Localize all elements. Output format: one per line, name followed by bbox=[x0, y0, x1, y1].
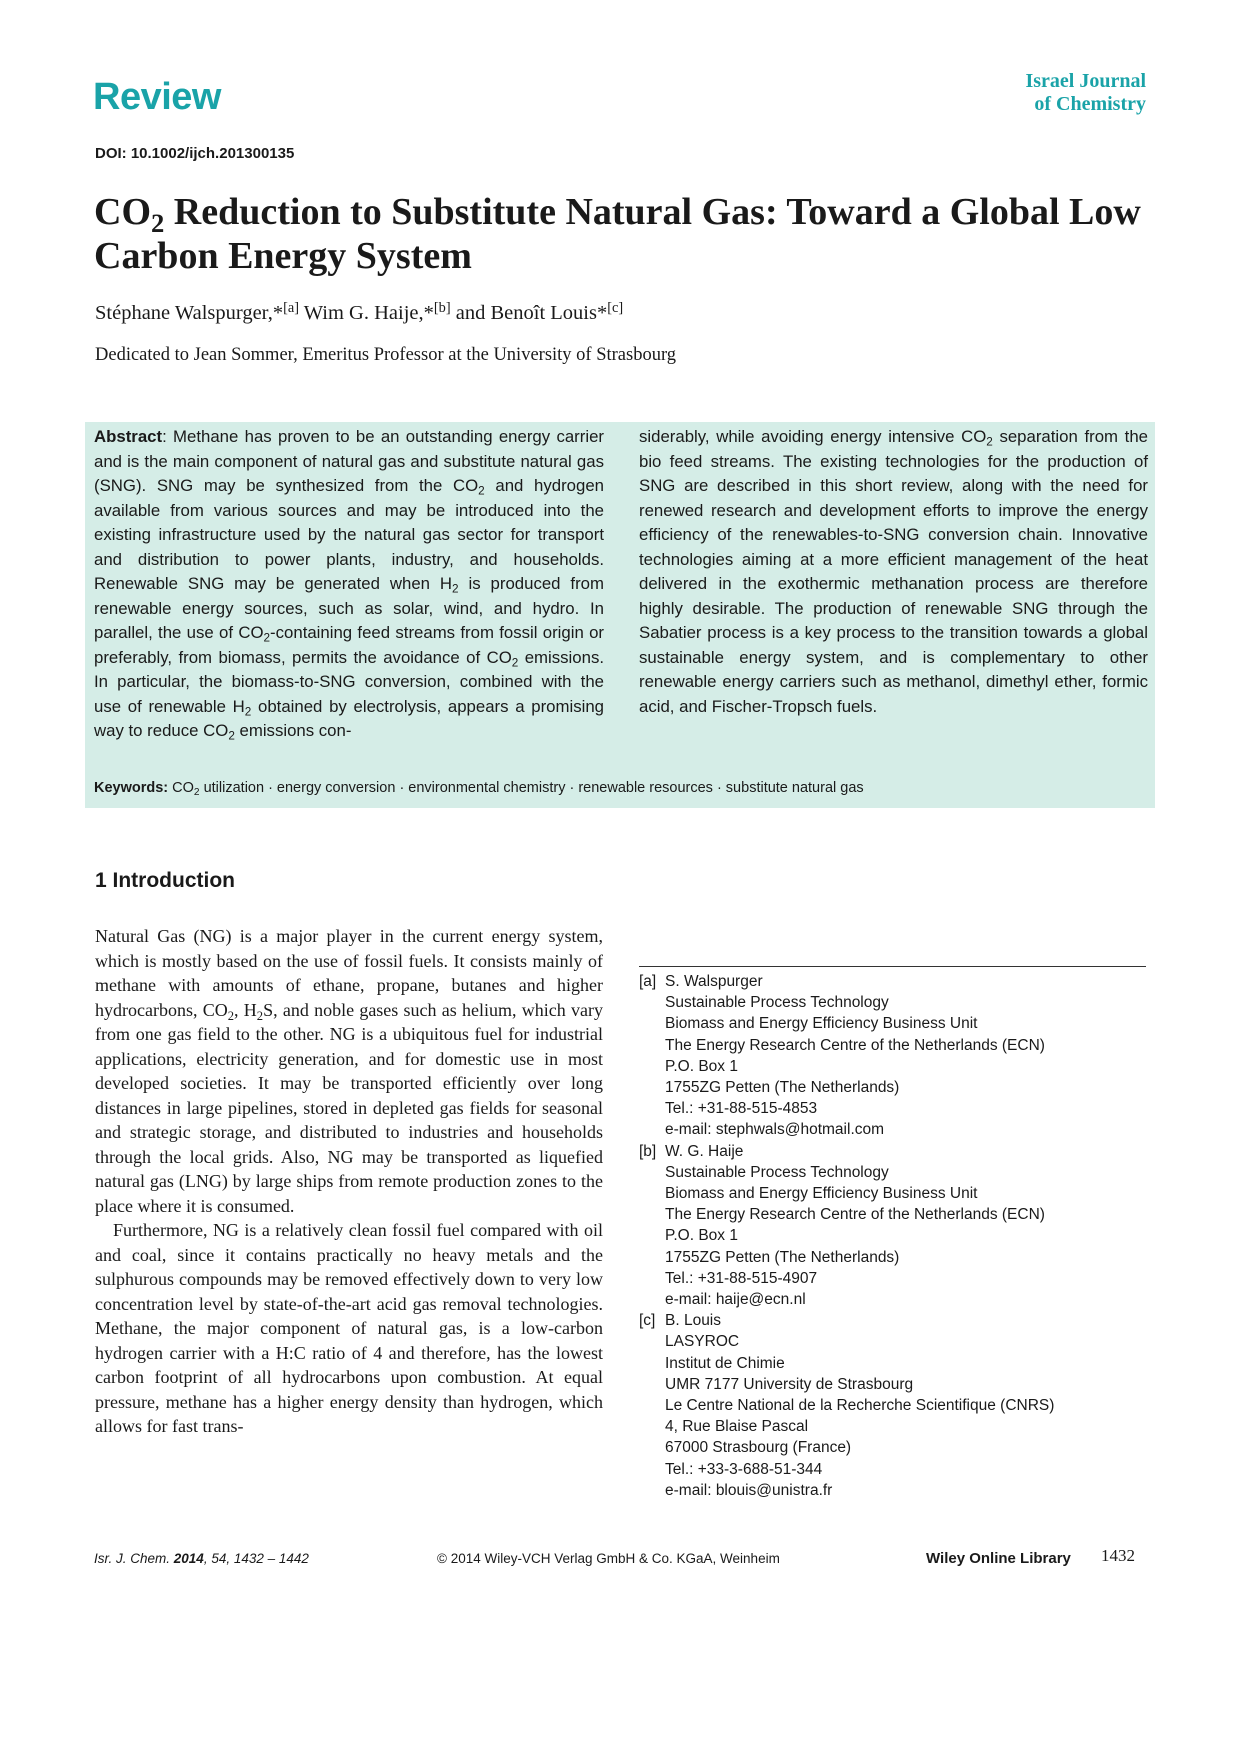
affiliation-line: P.O. Box 1 bbox=[665, 1057, 738, 1075]
title-co: CO bbox=[94, 191, 151, 233]
title-subscript: 2 bbox=[151, 207, 165, 238]
author-name: Wim G. Haije,* bbox=[303, 302, 434, 324]
introduction-paragraph: Furthermore, NG is a relatively clean fossil fuel compared with oil and coal, since it contains practically no heavy metals and the sulphurous compounds may be removed effectively down to very low concentration level by state-of-the-art acid gas removal technologies. Methane, the major component of natural gas, is a low-carbon hydrogen carrier with a H:C ratio of 4 and therefore, has the lowest carbon footprint of all hydrocarbons upon combustion. At equal pressure, methane has a higher energy density than hydrogen, which allows for fast trans- bbox=[95, 1220, 603, 1436]
author-affiliation-mark: [c] bbox=[607, 299, 624, 316]
footer-citation bbox=[94, 1551, 309, 1566]
affiliation-tag: [b] bbox=[639, 1142, 657, 1160]
affiliation-line: 67000 Strasbourg (France) bbox=[665, 1439, 852, 1457]
keywords bbox=[94, 780, 1144, 799]
author-name: Benoît Louis* bbox=[490, 302, 608, 324]
affiliation-line: 1755ZG Petten (The Netherlands) bbox=[665, 1079, 900, 1097]
affiliation-line: Sustainable Process Technology bbox=[665, 1163, 889, 1181]
affiliation-line: The Energy Research Centre of the Netherlands (ECN) bbox=[665, 1206, 1045, 1224]
footer-cite-journal: Isr. J. Chem. bbox=[94, 1551, 174, 1566]
wiley-online-library-link[interactable]: Wiley Online Library bbox=[926, 1550, 1071, 1567]
footer-cite-year: 2014 bbox=[173, 1551, 204, 1566]
doi[interactable]: DOI: 10.1002/ijch.201300135 bbox=[95, 145, 295, 162]
affiliation-email[interactable]: e-mail: blouis@unistra.fr bbox=[665, 1481, 833, 1499]
affiliation-line: Tel.: +31-88-515-4853 bbox=[665, 1100, 818, 1118]
affiliation-line: S. Walspurger bbox=[665, 973, 763, 990]
affiliation-tag: [a] bbox=[639, 973, 657, 990]
affiliation-line: Institut de Chimie bbox=[665, 1354, 785, 1372]
affiliations bbox=[639, 971, 1149, 1501]
abstract-text-left: : Methane has proven to be an outstanding energy carrier and is the main component of natural gas and substitute natural gas (SNG). SNG may be synthesized from the $CO_2$ and hydrogen available from various sources and may be introduced into the existing infrastructure used by the natural gas sector for transport and distribution to power plants, industry, and households. Renewable SNG may be generated when $H_2$ is produced from renewable energy sources, such as solar, wind, and hydro. In parallel, the use of $CO_2$-containing feed streams from fossil origin or preferably, from biomass, permits the avoidance of $CO_2$ emissions. In particular, the biomass-to-SNG conversion, combined with the use of renewable $H_2$ obtained by electrolysis, appears a promising way to reduce $CO_2$ emissions con- bbox=[94, 427, 605, 743]
affiliation-line: Tel.: +31-88-515-4907 bbox=[665, 1269, 818, 1287]
author-affiliation-mark: [b] bbox=[433, 299, 451, 316]
abstract-text-right: siderably, while avoiding energy intensive $CO_2$ separation from the bio feed streams. The existing technologies for the production of SNG are described in this short review, along with the need for renewed research and development efforts to improve the energy efficiency of the renewables-to-SNG conversion chain. Innovative technologies aiming at a more efficient management of the heat delivered in the exothermic methanation process are therefore highly desirable. The production of renewable SNG through the Sabatier process is a key process to the transition towards a global sustainable energy system, and is complementary to other renewable energy carriers such as methanol, dimethyl ether, formic acid, and Fischer-Tropsch fuels. bbox=[639, 427, 1148, 716]
journal-name-line2: of Chemistry bbox=[1034, 93, 1146, 115]
author-name: Stéphane Walspurger,* bbox=[95, 302, 284, 324]
affiliation-line: 4, Rue Blaise Pascal bbox=[665, 1418, 809, 1436]
introduction-body bbox=[95, 924, 603, 1439]
affiliation-line: 1755ZG Petten (The Netherlands) bbox=[665, 1248, 900, 1266]
affiliation-line: Tel.: +33-3-688-51-344 bbox=[665, 1460, 823, 1478]
affiliation-line: Biomass and Energy Efficiency Business Unit bbox=[665, 1015, 978, 1033]
footer-copyright: © 2014 Wiley-VCH Verlag GmbH & Co. KGaA, Weinheim bbox=[437, 1551, 780, 1566]
section-label: Review bbox=[93, 76, 221, 118]
affiliation-tag: [c] bbox=[639, 1312, 656, 1330]
footer-cite-rest: , 54, 1432 – 1442 bbox=[203, 1551, 309, 1566]
article-title bbox=[94, 190, 1154, 278]
affiliation-entry bbox=[639, 1310, 1149, 1501]
abstract-left-column bbox=[94, 425, 604, 744]
affiliation-line: Sustainable Process Technology bbox=[665, 994, 889, 1012]
affiliation-line: B. Louis bbox=[665, 1312, 722, 1330]
affiliation-email[interactable]: e-mail: haije@ecn.nl bbox=[665, 1291, 806, 1309]
affiliation-entry bbox=[639, 971, 1149, 1141]
affiliation-divider bbox=[639, 966, 1146, 967]
author-affiliation-mark: [a] bbox=[283, 299, 299, 316]
affiliation-line: UMR 7177 University de Strasbourg bbox=[665, 1375, 914, 1393]
affiliation-email[interactable]: e-mail: stephwals@hotmail.com bbox=[665, 1121, 885, 1139]
affiliation-line: The Energy Research Centre of the Netherlands (ECN) bbox=[665, 1036, 1045, 1054]
keywords-list: $CO_2$ utilization · energy conversion · environmental chemistry · renewable resources · substitute natural gas bbox=[172, 780, 864, 799]
dedication: Dedicated to Jean Sommer, Emeritus Professor at the University of Strasbourg bbox=[95, 345, 677, 365]
keywords-label: Keywords: bbox=[94, 780, 169, 796]
affiliation-line: W. G. Haije bbox=[665, 1142, 744, 1160]
title-rest: Reduction to Substitute Natural Gas: Toward a Global Low Carbon Energy System bbox=[94, 191, 1141, 277]
page-number: 1432 bbox=[1101, 1546, 1135, 1565]
abstract-right-column bbox=[639, 425, 1148, 719]
abstract-label: Abstract bbox=[94, 427, 163, 446]
affiliation-line: P.O. Box 1 bbox=[665, 1227, 738, 1245]
section-heading-introduction: 1 Introduction bbox=[95, 869, 235, 892]
affiliation-entry bbox=[639, 1141, 1149, 1311]
journal-name[interactable] bbox=[886, 70, 1146, 116]
affiliation-line: Le Centre National de la Recherche Scientifique (CNRS) bbox=[665, 1397, 1055, 1415]
journal-name-line1: Israel Journal bbox=[1025, 70, 1146, 92]
affiliation-line: LASYROC bbox=[665, 1333, 740, 1351]
affiliation-line: Biomass and Energy Efficiency Business Unit bbox=[665, 1185, 978, 1203]
introduction-paragraph: Natural Gas (NG) is a major player in the current energy system, which is mostly based on the use of fossil fuels. It consists mainly of methane with amounts of ethane, propane, butanes and higher hydrocarbons, $CO_2$, $H_2S$, and noble gases such as helium, which vary from one gas field to the other. NG is a ubiquitous fuel for industrial applications, electricity generation, and for domestic use in most developed societies. It may be transported efficiently over long distances in large pipelines, stored in depleted gas fields for seasonal and strategic storage, and distributed to industries and households through the local grids. Also, NG may be transported as liquefied natural gas (LNG) by large ships from remote production zones to the place where it is consumed. bbox=[95, 926, 603, 1216]
author-list: Stéphane Walspurger,*[a] Wim G. Haije,*[b] and Benoît Louis*[c] bbox=[95, 299, 624, 324]
